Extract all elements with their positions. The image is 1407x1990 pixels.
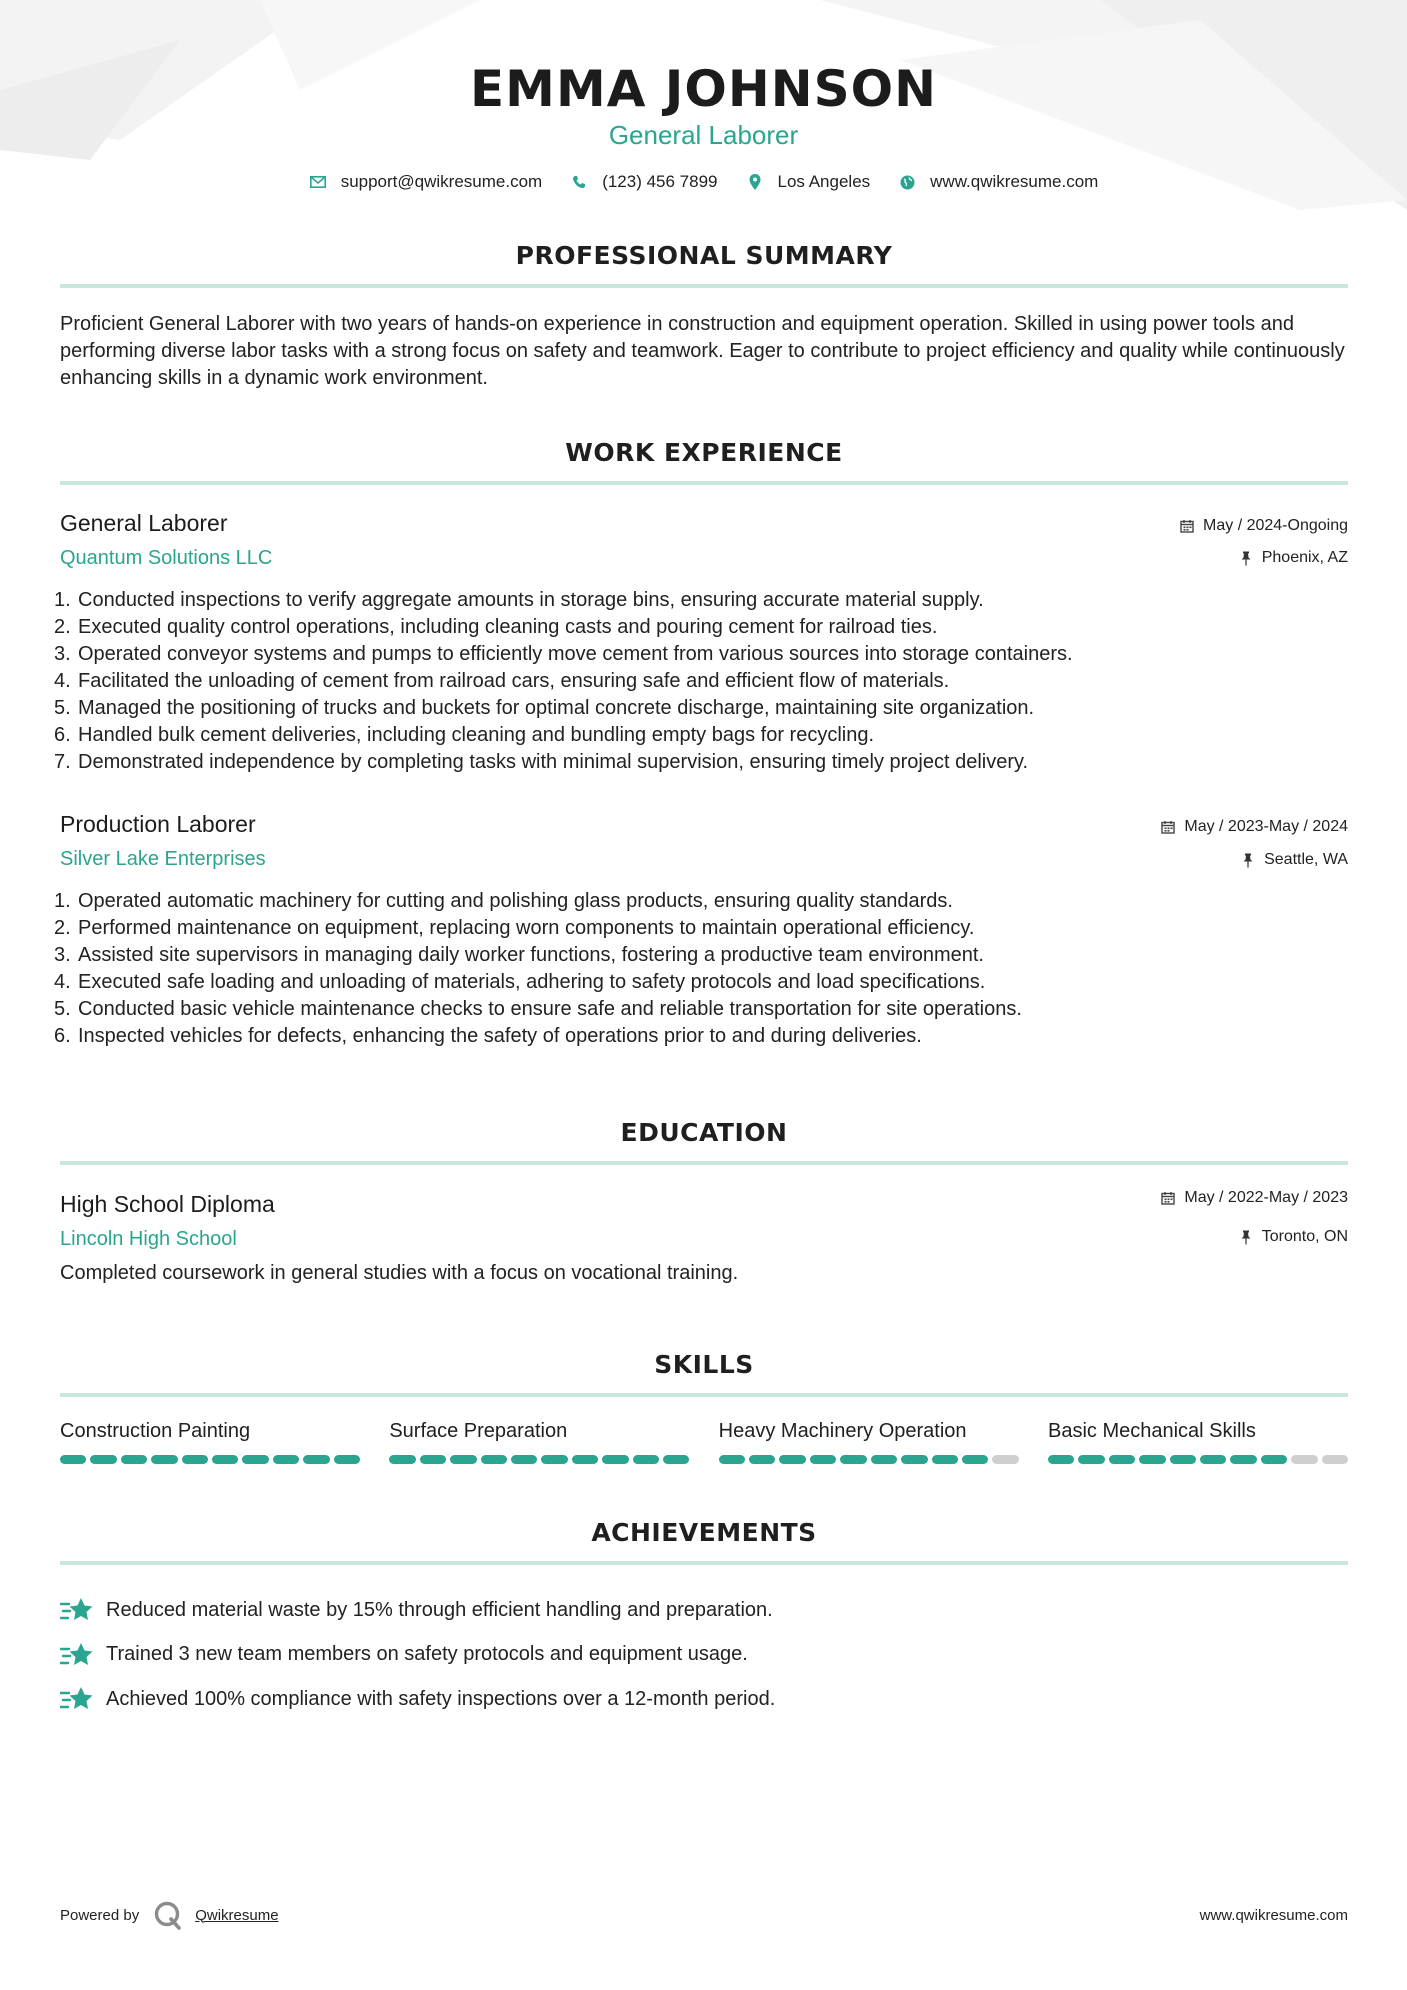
job-location	[1238, 549, 1348, 567]
skill-segment-filled	[749, 1455, 775, 1464]
skill-segment-filled	[450, 1455, 476, 1464]
list-item: 2. Executed quality control operations, including cleaning casts and pouring cement for railroad ties.	[54, 616, 938, 638]
education-heading: EDUCATION	[620, 1118, 788, 1147]
education-divider	[60, 1161, 1348, 1165]
envelope-icon	[309, 173, 327, 191]
skill-segment-filled	[212, 1455, 238, 1464]
skill-segment-filled	[541, 1455, 567, 1464]
phone-icon	[570, 173, 588, 191]
pushpin-icon	[1240, 852, 1256, 868]
summary-divider	[60, 284, 1348, 288]
skill-segment-filled	[810, 1455, 836, 1464]
job-dates	[1160, 818, 1348, 836]
powered-by-label: Powered by	[60, 1906, 140, 1924]
achievements-list	[60, 1588, 1348, 1722]
skill-segment-filled	[602, 1455, 628, 1464]
education-description: Completed coursework in general studies with a focus on vocational training.	[60, 1262, 739, 1284]
job-company: Silver Lake Enterprises	[60, 848, 266, 870]
list-item: 4. Facilitated the unloading of cement from railroad cars, ensuring safe and efficient flow of materials.	[54, 670, 950, 692]
education-degree: High School Diploma	[60, 1191, 275, 1217]
list-item: 1. Conducted inspections to verify aggregate amounts in storage bins, ensuring accurate material supply.	[54, 589, 984, 611]
shooting-star-icon	[60, 1640, 94, 1670]
contact-location	[746, 172, 871, 192]
list-item: 3. Assisted site supervisors in managing daily worker functions, fostering a productive team environment.	[54, 944, 984, 966]
experience-heading: WORK EXPERIENCE	[565, 438, 843, 467]
skill-segment-filled	[1139, 1455, 1165, 1464]
skill-segment-filled	[420, 1455, 446, 1464]
contact-website[interactable]	[898, 172, 1098, 192]
skill-segment-filled	[572, 1455, 598, 1464]
education-dates	[1160, 1189, 1348, 1207]
skill-segment-filled	[1170, 1455, 1196, 1464]
skill-segment-filled	[121, 1455, 147, 1464]
pushpin-icon	[1238, 1229, 1254, 1245]
contact-email[interactable]	[309, 172, 543, 192]
skill-item	[60, 1420, 360, 1464]
skill-name: Surface Preparation	[389, 1420, 568, 1442]
skill-segment-filled	[871, 1455, 897, 1464]
education-location-text: Toronto, ON	[1261, 1228, 1348, 1245]
job-location	[1240, 851, 1348, 869]
experience-divider	[60, 481, 1348, 485]
job-company: Quantum Solutions LLC	[60, 547, 273, 569]
skill-segment-filled	[840, 1455, 866, 1464]
list-item: 3. Operated conveyor systems and pumps to efficiently move cement from various sources into storage containers.	[54, 643, 1073, 665]
list-item: 5. Conducted basic vehicle maintenance checks to ensure safe and reliable transportation for site operations.	[54, 998, 1022, 1020]
skill-level-bar	[1048, 1455, 1348, 1464]
skill-segment-filled	[182, 1455, 208, 1464]
shooting-star-icon	[60, 1595, 94, 1625]
job-duties	[54, 888, 1354, 1050]
job-location-text: Seattle, WA	[1264, 851, 1348, 868]
skill-segment-filled	[334, 1455, 360, 1464]
skill-segment-filled	[151, 1455, 177, 1464]
footer-website-link[interactable]: www.qwikresume.com	[1199, 1907, 1348, 1924]
job-location-text: Phoenix, AZ	[1261, 549, 1348, 566]
skill-item	[719, 1420, 1019, 1464]
skill-segment-filled	[663, 1455, 689, 1464]
achievements-divider	[60, 1561, 1348, 1565]
skill-name: Basic Mechanical Skills	[1047, 1420, 1256, 1442]
candidate-name: EMMA JOHNSON	[470, 60, 937, 118]
contact-phone-text: (123) 456 7899	[602, 172, 718, 191]
qwikresume-link[interactable]: Qwikresume	[195, 1906, 279, 1924]
calendar-icon	[1160, 1190, 1176, 1206]
job-dates	[1179, 517, 1348, 535]
list-item: Trained 3 new team members on safety protocols and equipment usage.	[60, 1633, 1348, 1678]
list-item: 7. Demonstrated independence by completing tasks with minimal supervision, ensuring timely project delivery.	[54, 751, 1029, 773]
skill-segment-filled	[1048, 1455, 1074, 1464]
skill-segment-filled	[962, 1455, 988, 1464]
map-pin-icon	[746, 173, 764, 191]
skill-name: Construction Painting	[60, 1420, 251, 1442]
list-item: 1. Operated automatic machinery for cutting and polishing glass products, ensuring quality standards.	[54, 890, 953, 912]
list-item: Reduced material waste by 15% through efficient handling and preparation.	[60, 1588, 1348, 1633]
skill-level-bar	[60, 1455, 360, 1464]
skill-segment-filled	[389, 1455, 415, 1464]
footer-powered-by	[60, 1900, 279, 1930]
skill-segment-filled	[1078, 1455, 1104, 1464]
shooting-star-icon	[60, 1684, 94, 1714]
skill-segment-filled	[481, 1455, 507, 1464]
skill-level-bar	[719, 1455, 1019, 1464]
skill-name: Heavy Machinery Operation	[718, 1420, 967, 1442]
skill-segment-filled	[901, 1455, 927, 1464]
qwikresume-logo-icon	[153, 1900, 183, 1930]
education-school: Lincoln High School	[60, 1228, 237, 1250]
contact-bar	[0, 172, 1407, 192]
skill-segment-filled	[60, 1455, 86, 1464]
contact-website-text: www.qwikresume.com	[930, 172, 1099, 191]
skill-segment-empty	[1291, 1455, 1317, 1464]
achievements-heading: ACHIEVEMENTS	[591, 1518, 817, 1547]
candidate-role: General Laborer	[608, 120, 799, 150]
globe-icon	[898, 173, 916, 191]
calendar-icon	[1160, 819, 1176, 835]
skill-segment-filled	[779, 1455, 805, 1464]
skill-item	[389, 1420, 689, 1464]
contact-phone[interactable]	[570, 172, 717, 192]
skill-level-bar	[389, 1455, 689, 1464]
skill-segment-filled	[90, 1455, 116, 1464]
summary-text: Proficient General Laborer with two years of hands-on experience in construction and equipment operation. Skilled in using power tools and performing diverse labor tasks with a strong focus on safety and teamwork. Eager to contribute to project efficiency and quality while continuously enhancing skills in a dynamic work environment.	[60, 313, 1345, 389]
skill-segment-filled	[1230, 1455, 1256, 1464]
job-title: General Laborer	[60, 510, 228, 536]
job-duties	[54, 587, 1354, 776]
job-dates-text: May / 2023-May / 2024	[1184, 818, 1348, 835]
calendar-icon	[1179, 518, 1195, 534]
skill-segment-filled	[633, 1455, 659, 1464]
skills-divider	[60, 1393, 1348, 1397]
skill-segment-filled	[511, 1455, 537, 1464]
list-item: 6. Handled bulk cement deliveries, including cleaning and bundling empty bags for recycling.	[54, 724, 875, 746]
education-dates-text: May / 2022-May / 2023	[1184, 1189, 1348, 1206]
skill-segment-filled	[1261, 1455, 1287, 1464]
skill-segment-empty	[1322, 1455, 1348, 1464]
list-item: 6. Inspected vehicles for defects, enhancing the safety of operations prior to and during deliveries.	[54, 1025, 922, 1047]
contact-email-text: support@qwikresume.com	[340, 172, 543, 191]
list-item: 4. Executed safe loading and unloading of materials, adhering to safety protocols and load specifications.	[54, 971, 986, 993]
contact-location-text: Los Angeles	[777, 172, 871, 191]
skill-segment-empty	[992, 1455, 1018, 1464]
skills-list	[60, 1420, 1348, 1464]
skill-item	[1048, 1420, 1348, 1464]
skill-segment-filled	[719, 1455, 745, 1464]
skill-segment-filled	[273, 1455, 299, 1464]
job-title: Production Laborer	[60, 811, 256, 837]
summary-heading: PROFESSIONAL SUMMARY	[515, 241, 893, 270]
skill-segment-filled	[1200, 1455, 1226, 1464]
skill-segment-filled	[303, 1455, 329, 1464]
list-item: 2. Performed maintenance on equipment, replacing worn components to maintain operational efficiency.	[54, 917, 975, 939]
list-item: Achieved 100% compliance with safety inspections over a 12-month period.	[60, 1677, 1348, 1722]
skill-segment-filled	[242, 1455, 268, 1464]
skill-segment-filled	[1109, 1455, 1135, 1464]
skills-heading: SKILLS	[654, 1350, 754, 1379]
pushpin-icon	[1238, 550, 1254, 566]
skill-segment-filled	[932, 1455, 958, 1464]
education-location	[1238, 1228, 1348, 1246]
job-dates-text: May / 2024-Ongoing	[1203, 517, 1348, 534]
list-item: 5. Managed the positioning of trucks and buckets for optimal concrete discharge, maintaining site organization.	[54, 697, 1035, 719]
